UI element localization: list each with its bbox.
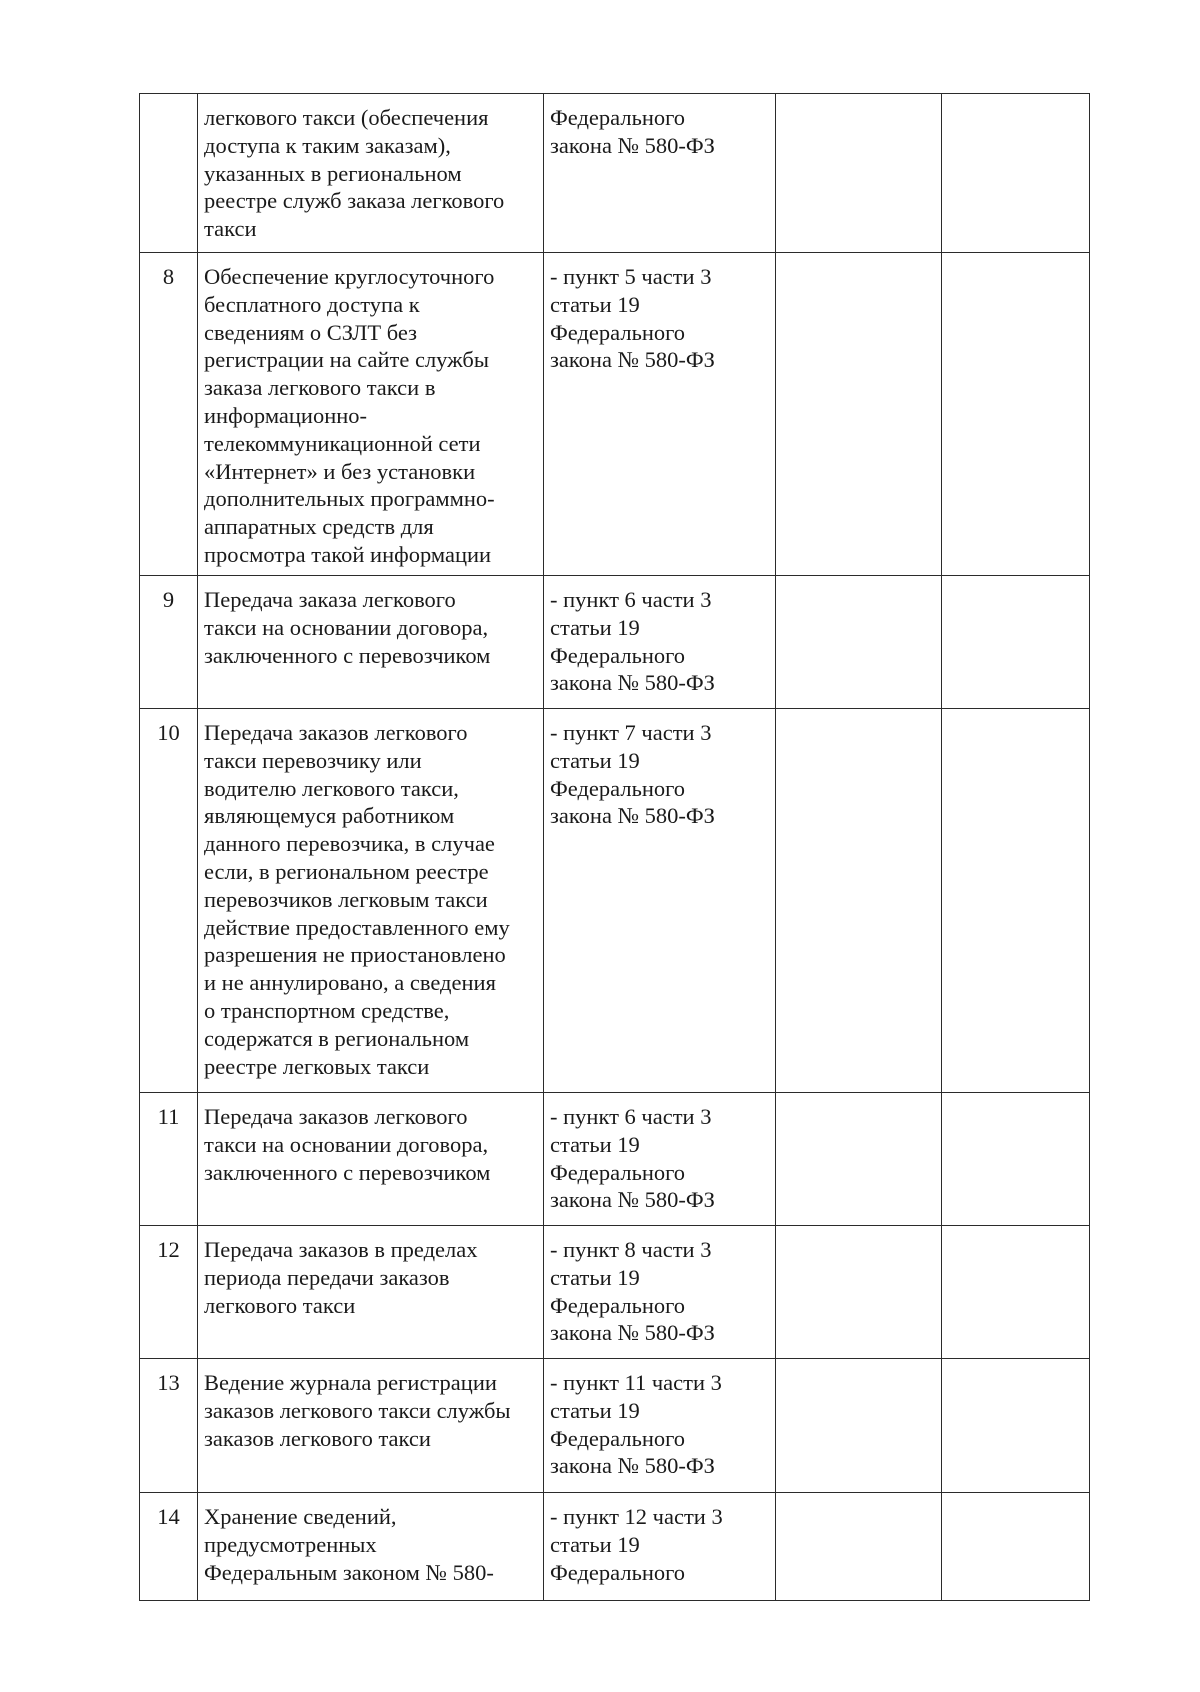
legal-reference: - пункт 6 части 3 статьи 19 Федерального закона № 580-ФЗ bbox=[544, 576, 776, 709]
requirement-description: Передача заказа легкового такси на основании договора, заключенного с перевозчиком bbox=[198, 576, 544, 709]
requirement-description: Передача заказов легкового такси перевозчику или водителю легкового такси, являющемуся работником данного перевозчика, в случае если, в региональном реестре перевозчиков легковым такси действие предоставленного ему разрешения не приостановлено и не аннулировано, а сведения о транспортном средстве, содержатся в региональном реестре легковых такси bbox=[198, 709, 544, 1093]
requirement-description: Передача заказов легкового такси на основании договора, заключенного с перевозчиком bbox=[198, 1093, 544, 1226]
empty-cell bbox=[942, 576, 1090, 709]
empty-cell bbox=[942, 1493, 1090, 1601]
empty-cell bbox=[942, 1359, 1090, 1493]
requirement-description: Ведение журнала регистрации заказов легкового такси службы заказов легкового такси bbox=[198, 1359, 544, 1493]
requirement-description: легкового такси (обеспечения доступа к таким заказам), указанных в региональном реестре служб заказа легкового такси bbox=[198, 94, 544, 253]
legal-reference: - пункт 5 части 3 статьи 19 Федерального закона № 580-ФЗ bbox=[544, 253, 776, 576]
empty-cell bbox=[776, 1226, 942, 1359]
row-number: 11 bbox=[140, 1093, 198, 1226]
row-number: 8 bbox=[140, 253, 198, 576]
row-number: 12 bbox=[140, 1226, 198, 1359]
empty-cell bbox=[776, 709, 942, 1093]
table-row bbox=[140, 1359, 1090, 1493]
requirements-table bbox=[139, 93, 1090, 1601]
row-number: 14 bbox=[140, 1493, 198, 1601]
empty-cell bbox=[942, 253, 1090, 576]
requirement-description: Обеспечение круглосуточного бесплатного доступа к сведениям о СЗЛТ без регистрации на сайте службы заказа легкового такси в информационно- телекоммуникационной сети «Интернет» и без установки дополнительных программно- аппаратных средств для просмотра такой информации bbox=[198, 253, 544, 576]
legal-reference: - пункт 7 части 3 статьи 19 Федерального закона № 580-ФЗ bbox=[544, 709, 776, 1093]
empty-cell bbox=[776, 1493, 942, 1601]
table-row bbox=[140, 1493, 1090, 1601]
empty-cell bbox=[776, 576, 942, 709]
empty-cell bbox=[942, 1093, 1090, 1226]
empty-cell bbox=[942, 94, 1090, 253]
legal-reference: Федерального закона № 580-ФЗ bbox=[544, 94, 776, 253]
table-row bbox=[140, 576, 1090, 709]
table-row bbox=[140, 94, 1090, 253]
empty-cell bbox=[942, 1226, 1090, 1359]
table-row bbox=[140, 709, 1090, 1093]
legal-reference: - пункт 6 части 3 статьи 19 Федерального закона № 580-ФЗ bbox=[544, 1093, 776, 1226]
row-number: 9 bbox=[140, 576, 198, 709]
legal-reference: - пункт 8 части 3 статьи 19 Федерального закона № 580-ФЗ bbox=[544, 1226, 776, 1359]
row-number: 10 bbox=[140, 709, 198, 1093]
requirement-description: Передача заказов в пределах периода передачи заказов легкового такси bbox=[198, 1226, 544, 1359]
table-row bbox=[140, 1226, 1090, 1359]
table-row bbox=[140, 1093, 1090, 1226]
empty-cell bbox=[776, 94, 942, 253]
requirement-description: Хранение сведений, предусмотренных Федеральным законом № 580- bbox=[198, 1493, 544, 1601]
table-row bbox=[140, 253, 1090, 576]
empty-cell bbox=[776, 1359, 942, 1493]
row-number: 13 bbox=[140, 1359, 198, 1493]
legal-reference: - пункт 12 части 3 статьи 19 Федерального bbox=[544, 1493, 776, 1601]
empty-cell bbox=[776, 1093, 942, 1226]
legal-reference: - пункт 11 части 3 статьи 19 Федерального закона № 580-ФЗ bbox=[544, 1359, 776, 1493]
empty-cell bbox=[776, 253, 942, 576]
empty-cell bbox=[942, 709, 1090, 1093]
row-number bbox=[140, 94, 198, 253]
